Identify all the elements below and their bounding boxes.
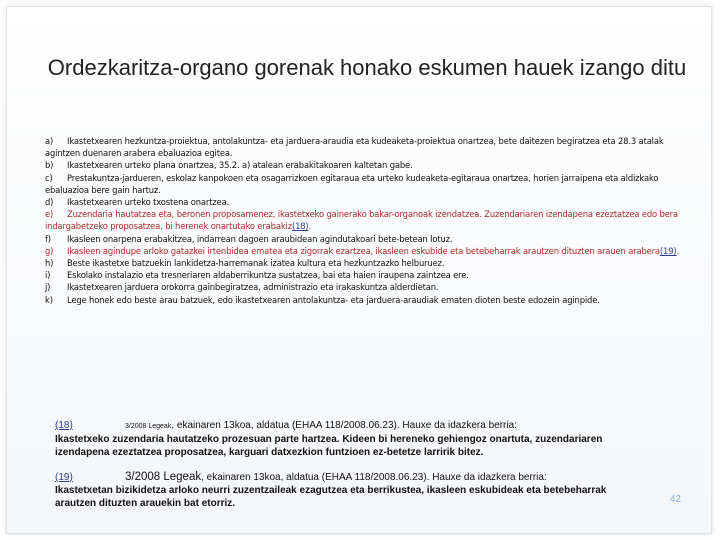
list-item xyxy=(45,269,685,281)
footnote-ref-link[interactable]: (19) xyxy=(55,472,73,483)
item-text: Prestakuntza-jardueren, eskolaz kanpokoen eta osagarrizkoen egitaraua eta urteko kudeaketa-egitaraua onartzea, horien jarraipena eta aldizkako ebaluazioa bere gain hartuz. xyxy=(45,172,659,195)
item-text: Ikastetxearen jarduera orokorra gainbegiratzea, administrazio eta irakaskuntza alderdietan. xyxy=(67,282,439,293)
item-label: e) xyxy=(45,209,54,220)
item-text: Ikasleen onarpena erabakitzea, indarrean dagoen araubidean agindutakoari bete-betean lotuz. xyxy=(67,233,453,244)
item-end: . xyxy=(676,245,680,256)
slide-title: Ordezkaritza-organo gorenak honako eskumen hauek izango ditu xyxy=(47,55,687,80)
list-item xyxy=(45,159,685,171)
list-item xyxy=(45,196,685,208)
footnote-text: Ikastetxeko zuzendaria hautatzeko prozesuan parte hartzea. Kideen bi hereneko gehiengoz onartuta, zuzendariaren izendapena ezeztatzea proposatzea, karguari datxezkion funtzioen ez-betetze larririk bitez. xyxy=(55,434,603,458)
list-item xyxy=(45,135,685,159)
footnote-law: 3/2008 Legeak xyxy=(125,471,202,483)
item-label: a) xyxy=(45,136,54,146)
item-label: b) xyxy=(45,160,54,171)
footnote-law: 3/2008 Legeak xyxy=(125,423,172,430)
list-item-amended xyxy=(45,245,685,257)
item-text: Ikastetxearen urteko txostena onartzea. xyxy=(67,197,230,208)
footnote-ref-link[interactable]: (18) xyxy=(55,420,73,431)
footnote-ref-link[interactable]: (19) xyxy=(659,245,677,256)
item-end: . xyxy=(308,221,312,232)
footnote-ref-link[interactable]: (18) xyxy=(291,221,309,232)
list-item xyxy=(45,257,685,269)
item-text: Zuzendaria hautatzea eta, beronen proposamenez, ikastetxeko gainerako bakar-organoak izendatzea. Zuzendariaren izendapena ezeztatzea edo bera indargabetzeko proposatzea, bi herenek onartutako erabakiz xyxy=(45,209,678,232)
item-text: Ikastetxearen urteko plana onartzea, 35.2. a) atalean erabakitakoaren kaltetan gabe. xyxy=(67,160,413,171)
item-label: d) xyxy=(45,197,54,208)
item-label: h) xyxy=(45,258,54,269)
item-text: Beste ikastetxe batzuekin lankidetza-harremanak izatea kultura eta hezkuntzazko helburuez. xyxy=(67,258,445,269)
list-item xyxy=(45,233,685,245)
slide-frame xyxy=(6,6,712,534)
list-item-amended xyxy=(45,208,685,232)
item-text: Ikastetxearen hezkuntza-proiektua, antolakuntza- eta jarduera-araudia eta kudeaketa-proiektua onartzea, bete daitezen begiratzea eta 28.3 atalak agintzen duenaren arabera ebaluazioa egitea. xyxy=(45,136,664,159)
item-label: j) xyxy=(45,282,51,293)
item-label: k) xyxy=(45,294,53,305)
footnote-text: Ikastetxetan bizikidetza arloko neurri zuzentzaileak ezagutzea eta berrikustea, ikasleen eskubideak eta betebeharrak arautzen dituzten arauekin bat etorriz. xyxy=(55,485,607,509)
footnote-18 xyxy=(55,419,625,459)
list-item xyxy=(45,294,685,306)
item-text: Lege honek edo beste arau batzuek, edo ikastetxearen antolakuntza- eta jarduera-araudiak ematen dioten beste edozein aginpide. xyxy=(67,294,600,305)
item-label: g) xyxy=(45,245,54,256)
list-item xyxy=(45,281,685,293)
list-item xyxy=(45,172,685,196)
page-number: 42 xyxy=(669,494,681,505)
item-text: Eskolako instalazio eta tresneriaren aldaberrikuntza sustatzea, bai eta haien iraupena zaintzea ere. xyxy=(67,270,469,281)
item-label: f) xyxy=(45,233,51,244)
item-label: i) xyxy=(45,270,51,281)
competence-list xyxy=(45,135,685,306)
footnote-19 xyxy=(55,471,625,510)
item-label: c) xyxy=(45,172,53,183)
footnote-source: , ekainaren 13koa, aldatua (EHAA 118/2008.06.23). Hauxe da idazkera berria: xyxy=(171,420,517,431)
item-text: Ikasleen agindupe arloko gatazkei irtenbidea ematea eta zigorrak ezartzea, ikasleen eskubide eta betebeharrak arautzen dituzten arauen arabera xyxy=(67,245,660,256)
footnote-source: , ekainaren 13koa, aldatua (EHAA 118/2008.06.23). Hauxe da idazkera berria: xyxy=(201,472,547,483)
